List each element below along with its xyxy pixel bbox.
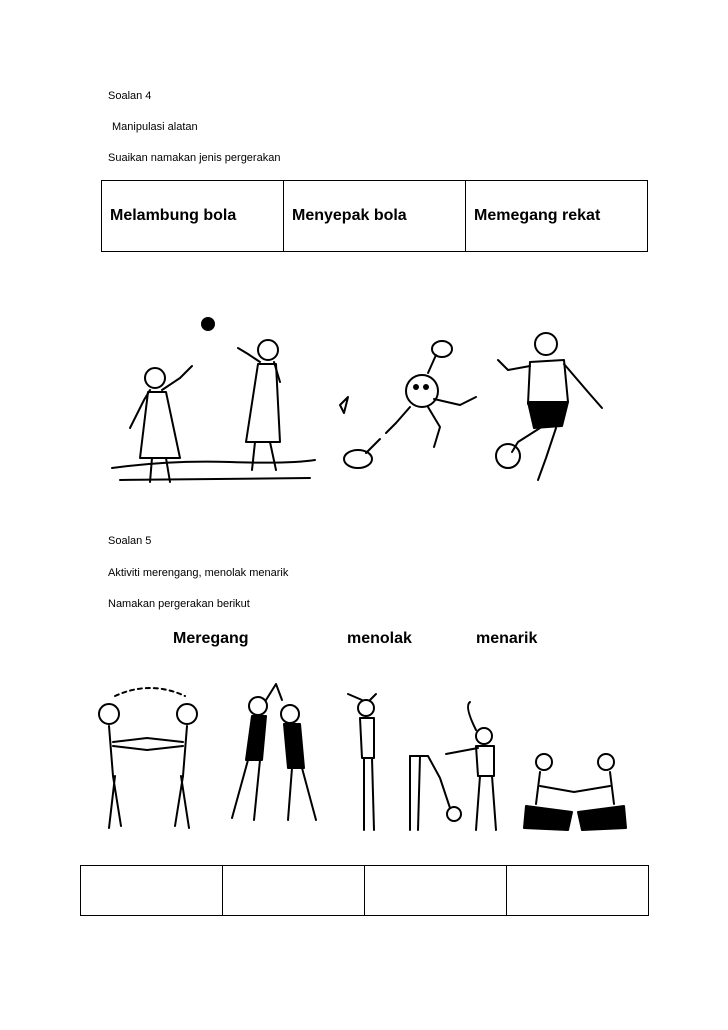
soalan4-topic: Manipulasi alatan: [112, 121, 198, 133]
option-cell: Melambung bola: [102, 181, 284, 251]
two-girls-throwing-ball: [110, 310, 320, 490]
word-meregang: Meregang: [173, 630, 249, 647]
word-menolak: menolak: [347, 630, 412, 647]
soalan5-title: Soalan 5: [108, 535, 152, 547]
option-cell: Memegang rekat: [474, 207, 601, 224]
answer-cell[interactable]: [223, 866, 365, 915]
word-menarik: menarik: [476, 630, 538, 647]
soalan4-instruction: Suaikan namakan jenis pergerakan: [108, 152, 281, 164]
standing-side-stretch: [340, 692, 390, 837]
pair-pushing-hands: [222, 680, 332, 830]
answer-cell[interactable]: [507, 866, 648, 915]
movement-options-table: [101, 180, 648, 252]
soalan4-title: Soalan 4: [108, 90, 152, 102]
pair-pulling-hands: [95, 686, 205, 836]
arm-side-stretch: [440, 700, 510, 840]
cartoon-badminton-player: [330, 335, 490, 470]
answer-cell[interactable]: [365, 866, 507, 915]
option-cell: Menyepak bola: [284, 181, 466, 251]
boy-kicking-ball: [490, 330, 610, 490]
answer-cell[interactable]: [81, 866, 223, 915]
soalan5-instruction: Namakan pergerakan berikut: [108, 598, 250, 610]
answer-table: [80, 865, 649, 916]
seated-pair-pulling: [520, 752, 630, 842]
soalan5-topic: Aktiviti merengang, menolak menarik: [108, 567, 289, 579]
